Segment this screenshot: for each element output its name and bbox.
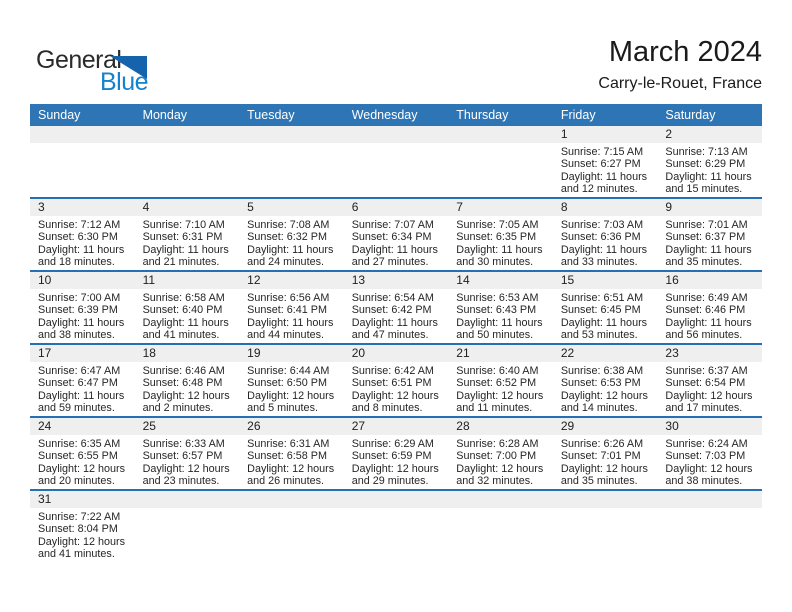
day-number: 18: [135, 345, 240, 362]
day-detail-line: Sunrise: 6:53 AM: [456, 292, 539, 304]
day-number: 7: [448, 199, 553, 216]
day-detail-line: and 2 minutes.: [142, 402, 214, 415]
calendar-day-cell: [135, 345, 240, 416]
day-detail-line: Sunrise: 6:49 AM: [665, 292, 748, 304]
calendar-day-cell: [553, 272, 658, 343]
calendar-day-cell: [135, 418, 240, 489]
calendar-day-cell: [344, 199, 449, 270]
day-detail-line: and 41 minutes.: [142, 329, 220, 342]
day-detail-line: Daylight: 12 hours: [456, 462, 544, 475]
calendar-day-cell: [657, 345, 762, 416]
day-details: [239, 508, 344, 511]
day-detail-line: Daylight: 12 hours: [351, 462, 439, 475]
day-details: [448, 362, 553, 415]
day-details: [448, 216, 553, 269]
day-detail-line: Sunset: 6:42 PM: [351, 304, 432, 317]
day-detail-line: and 12 minutes.: [560, 183, 638, 196]
day-detail-line: Daylight: 12 hours: [247, 389, 335, 402]
day-detail-line: and 33 minutes.: [560, 256, 638, 269]
general-blue-logo: [36, 46, 166, 102]
day-details: [553, 289, 658, 342]
day-detail-line: and 44 minutes.: [247, 329, 324, 342]
day-details: [30, 289, 135, 342]
weekday-header-row: [30, 104, 762, 126]
day-detail-line: Sunset: 6:54 PM: [665, 377, 746, 390]
day-detail-line: Sunset: 6:59 PM: [351, 450, 432, 463]
day-detail-line: and 56 minutes.: [665, 329, 743, 342]
day-details: [135, 289, 240, 342]
day-detail-line: Daylight: 11 hours: [665, 243, 752, 256]
day-detail-line: Sunset: 6:41 PM: [247, 304, 327, 317]
calendar-day-cell: [553, 126, 658, 197]
calendar-day-cell: [239, 199, 344, 270]
calendar-day-cell: [344, 418, 449, 489]
day-number: 8: [553, 199, 658, 216]
day-detail-line: and 11 minutes.: [456, 402, 533, 415]
calendar-day-cell: [30, 126, 135, 197]
day-detail-line: Sunrise: 7:00 AM: [38, 292, 121, 304]
day-detail-line: Daylight: 12 hours: [456, 389, 544, 402]
calendar-day-cell: [344, 345, 449, 416]
day-detail-line: Sunrise: 6:58 AM: [142, 292, 225, 304]
day-detail-line: Daylight: 12 hours: [38, 462, 126, 475]
day-detail-line: and 38 minutes.: [665, 475, 743, 488]
calendar-day-cell: [135, 126, 240, 197]
day-detail-line: and 24 minutes.: [247, 256, 324, 269]
day-detail-line: Sunrise: 6:46 AM: [142, 365, 225, 377]
day-number: 24: [30, 418, 135, 435]
day-detail-line: Daylight: 12 hours: [38, 535, 126, 548]
calendar-day-cell: [30, 491, 135, 562]
calendar-day-cell: [239, 272, 344, 343]
day-number: 15: [553, 272, 658, 289]
calendar-day-cell: [239, 418, 344, 489]
day-detail-line: Sunset: 6:32 PM: [247, 231, 327, 244]
day-detail-line: Sunrise: 6:37 AM: [665, 365, 748, 377]
day-number: 9: [657, 199, 762, 216]
day-number: 10: [30, 272, 135, 289]
calendar-day-cell: [553, 345, 658, 416]
day-details: [239, 216, 344, 269]
day-detail-line: Daylight: 12 hours: [665, 462, 753, 475]
page-title: March 2024: [608, 36, 762, 68]
calendar-day-cell: [657, 272, 762, 343]
day-details: [344, 289, 449, 342]
day-detail-line: and 32 minutes.: [456, 475, 534, 488]
day-detail-line: Sunrise: 6:38 AM: [560, 365, 644, 377]
day-number: 12: [239, 272, 344, 289]
day-number: 5: [239, 199, 344, 216]
day-detail-line: Sunrise: 6:42 AM: [351, 365, 434, 377]
calendar-day-cell: [344, 126, 449, 197]
day-number: [344, 126, 449, 143]
day-detail-line: and 8 minutes.: [351, 402, 423, 415]
day-details: [448, 143, 553, 146]
day-detail-line: Sunrise: 6:44 AM: [247, 365, 330, 377]
weekday-header: Thursday: [456, 108, 509, 122]
day-detail-line: Sunset: 6:45 PM: [560, 304, 641, 317]
calendar-day-cell: [239, 126, 344, 197]
calendar-day-cell: [344, 491, 449, 562]
day-detail-line: Daylight: 12 hours: [351, 389, 439, 402]
calendar-week-row: [30, 491, 762, 562]
day-detail-line: and 41 minutes.: [38, 548, 115, 561]
day-details: [239, 435, 344, 488]
day-detail-line: Sunrise: 6:40 AM: [456, 365, 539, 377]
day-detail-line: Sunset: 6:27 PM: [560, 158, 641, 171]
day-details: [135, 435, 240, 488]
day-detail-line: and 30 minutes.: [456, 256, 534, 269]
calendar-day-cell: [135, 272, 240, 343]
day-detail-line: Daylight: 11 hours: [38, 243, 125, 256]
day-number: [657, 491, 762, 508]
day-details: [657, 143, 762, 196]
day-detail-line: Sunset: 6:39 PM: [38, 304, 118, 317]
calendar-day-cell: [135, 199, 240, 270]
day-details: [448, 435, 553, 488]
day-number: 1: [553, 126, 658, 143]
day-detail-line: Sunset: 6:36 PM: [560, 231, 641, 244]
day-number: [30, 126, 135, 143]
day-number: 19: [239, 345, 344, 362]
day-details: [553, 143, 658, 196]
day-details: [553, 216, 658, 269]
day-number: [448, 491, 553, 508]
day-details: [553, 362, 658, 415]
day-details: [135, 143, 240, 146]
day-details: [30, 143, 135, 146]
day-detail-line: Sunset: 6:31 PM: [142, 231, 223, 244]
day-detail-line: and 27 minutes.: [351, 256, 429, 269]
day-details: [657, 216, 762, 269]
day-number: 29: [553, 418, 658, 435]
title-block: [598, 36, 762, 93]
calendar-day-cell: [553, 491, 658, 562]
day-detail-line: Sunset: 7:01 PM: [560, 450, 641, 463]
day-details: [30, 362, 135, 415]
day-detail-line: and 35 minutes.: [560, 475, 638, 488]
calendar-day-cell: [553, 418, 658, 489]
day-number: [553, 491, 658, 508]
day-detail-line: Sunset: 6:37 PM: [665, 231, 746, 244]
calendar-day-cell: [30, 272, 135, 343]
day-detail-line: Daylight: 11 hours: [351, 316, 438, 329]
weekday-header: Sunday: [38, 108, 81, 122]
day-number: 4: [135, 199, 240, 216]
day-details: [657, 362, 762, 415]
day-detail-line: Sunset: 6:40 PM: [142, 304, 223, 317]
day-details: [135, 508, 240, 511]
day-number: 16: [657, 272, 762, 289]
day-detail-line: Sunset: 7:03 PM: [665, 450, 746, 463]
day-number: 28: [448, 418, 553, 435]
day-detail-line: Sunrise: 6:33 AM: [142, 438, 225, 450]
calendar-week-row: [30, 126, 762, 199]
calendar-day-cell: [553, 199, 658, 270]
day-number: 6: [344, 199, 449, 216]
day-detail-line: Daylight: 11 hours: [142, 316, 229, 329]
day-details: [344, 143, 449, 146]
day-detail-line: and 59 minutes.: [38, 402, 115, 415]
calendar-day-cell: [448, 272, 553, 343]
calendar-day-cell: [657, 126, 762, 197]
day-number: [135, 491, 240, 508]
day-number: [239, 491, 344, 508]
day-detail-line: Sunset: 6:29 PM: [665, 158, 746, 171]
day-details: [448, 508, 553, 511]
calendar-week-row: [30, 272, 762, 345]
day-number: 23: [657, 345, 762, 362]
day-detail-line: Daylight: 12 hours: [247, 462, 335, 475]
day-detail-line: Daylight: 11 hours: [665, 316, 752, 329]
day-detail-line: and 18 minutes.: [38, 256, 115, 269]
day-detail-line: Sunrise: 6:51 AM: [560, 292, 644, 304]
day-detail-line: Daylight: 11 hours: [560, 243, 648, 256]
calendar-weeks: [30, 126, 762, 562]
day-detail-line: Sunrise: 6:24 AM: [665, 438, 748, 450]
day-detail-line: Sunrise: 6:47 AM: [38, 365, 121, 377]
day-detail-line: Sunset: 7:00 PM: [456, 450, 537, 463]
day-detail-line: and 26 minutes.: [247, 475, 324, 488]
calendar-day-cell: [448, 418, 553, 489]
day-number: 22: [553, 345, 658, 362]
day-detail-line: Sunrise: 7:10 AM: [142, 219, 225, 231]
day-number: 21: [448, 345, 553, 362]
calendar-day-cell: [448, 345, 553, 416]
day-details: [239, 362, 344, 415]
logo-word-blue: Blue: [100, 68, 149, 96]
day-details: [135, 362, 240, 415]
day-detail-line: and 23 minutes.: [142, 475, 220, 488]
day-number: [448, 126, 553, 143]
day-details: [553, 508, 658, 511]
day-detail-line: and 38 minutes.: [38, 329, 115, 342]
day-detail-line: Daylight: 11 hours: [560, 316, 648, 329]
day-number: 26: [239, 418, 344, 435]
day-detail-line: Sunrise: 7:08 AM: [247, 219, 330, 231]
day-number: 30: [657, 418, 762, 435]
day-details: [239, 143, 344, 146]
day-detail-line: Sunset: 6:48 PM: [142, 377, 223, 390]
day-detail-line: and 15 minutes.: [665, 183, 743, 196]
day-detail-line: and 47 minutes.: [351, 329, 429, 342]
day-detail-line: Sunset: 6:53 PM: [560, 377, 641, 390]
day-detail-line: Sunset: 6:30 PM: [38, 231, 118, 244]
calendar-week-row: [30, 418, 762, 491]
day-details: [448, 289, 553, 342]
calendar-day-cell: [239, 491, 344, 562]
day-detail-line: Sunset: 6:43 PM: [456, 304, 537, 317]
day-detail-line: Sunset: 6:58 PM: [247, 450, 327, 463]
day-detail-line: Daylight: 11 hours: [247, 243, 334, 256]
day-detail-line: Sunrise: 7:05 AM: [456, 219, 539, 231]
day-detail-line: Sunset: 6:47 PM: [38, 377, 118, 390]
day-detail-line: Sunrise: 6:28 AM: [456, 438, 539, 450]
day-detail-line: Daylight: 12 hours: [560, 389, 648, 402]
logo-word-general: General: [36, 46, 122, 74]
day-details: [344, 435, 449, 488]
day-number: 2: [657, 126, 762, 143]
weekday-header: Tuesday: [247, 108, 295, 122]
day-detail-line: Daylight: 11 hours: [351, 243, 438, 256]
day-number: 17: [30, 345, 135, 362]
day-detail-line: Daylight: 11 hours: [38, 316, 125, 329]
weekday-header: Friday: [560, 108, 596, 122]
day-number: [239, 126, 344, 143]
day-detail-line: Daylight: 11 hours: [560, 170, 648, 183]
day-detail-line: Sunrise: 7:12 AM: [38, 219, 121, 231]
day-detail-line: Sunrise: 6:29 AM: [351, 438, 434, 450]
calendar-day-cell: [448, 126, 553, 197]
day-number: 3: [30, 199, 135, 216]
day-number: 11: [135, 272, 240, 289]
day-number: [344, 491, 449, 508]
day-number: 27: [344, 418, 449, 435]
day-number: 31: [30, 491, 135, 508]
day-detail-line: Daylight: 11 hours: [456, 316, 543, 329]
day-detail-line: Daylight: 11 hours: [665, 170, 752, 183]
day-details: [30, 435, 135, 488]
day-detail-line: Sunset: 8:04 PM: [38, 523, 118, 536]
day-detail-line: and 17 minutes.: [665, 402, 743, 415]
calendar-day-cell: [239, 345, 344, 416]
day-detail-line: Daylight: 11 hours: [247, 316, 334, 329]
day-details: [657, 289, 762, 342]
calendar-day-cell: [30, 199, 135, 270]
day-detail-line: and 50 minutes.: [456, 329, 534, 342]
weekday-header: Saturday: [665, 108, 716, 122]
day-detail-line: Sunset: 6:50 PM: [247, 377, 327, 390]
day-detail-line: Sunset: 6:35 PM: [456, 231, 537, 244]
day-detail-line: Sunset: 6:55 PM: [38, 450, 118, 463]
day-detail-line: Daylight: 11 hours: [38, 389, 125, 402]
day-detail-line: Sunrise: 7:01 AM: [665, 219, 748, 231]
day-detail-line: Sunrise: 6:35 AM: [38, 438, 121, 450]
day-detail-line: Daylight: 12 hours: [665, 389, 753, 402]
day-detail-line: and 14 minutes.: [560, 402, 638, 415]
day-detail-line: Sunset: 6:46 PM: [665, 304, 746, 317]
day-detail-line: and 35 minutes.: [665, 256, 743, 269]
day-details: [30, 216, 135, 269]
day-detail-line: Sunrise: 7:07 AM: [351, 219, 434, 231]
day-detail-line: Sunrise: 7:15 AM: [560, 146, 644, 158]
day-detail-line: and 20 minutes.: [38, 475, 115, 488]
day-number: 14: [448, 272, 553, 289]
day-detail-line: Sunrise: 6:56 AM: [247, 292, 330, 304]
calendar-day-cell: [657, 199, 762, 270]
day-details: [30, 508, 135, 561]
day-details: [553, 435, 658, 488]
day-detail-line: Sunrise: 6:26 AM: [560, 438, 644, 450]
location-subtitle: Carry-le-Rouet, France: [598, 75, 762, 92]
weekday-header: Wednesday: [351, 108, 418, 122]
calendar-day-cell: [30, 418, 135, 489]
calendar-day-cell: [30, 345, 135, 416]
day-details: [135, 216, 240, 269]
day-detail-line: Sunrise: 7:13 AM: [665, 146, 748, 158]
day-detail-line: and 53 minutes.: [560, 329, 638, 342]
day-detail-line: Sunrise: 7:22 AM: [38, 511, 121, 523]
day-detail-line: Daylight: 11 hours: [456, 243, 543, 256]
calendar-day-cell: [448, 199, 553, 270]
day-detail-line: Sunrise: 6:31 AM: [247, 438, 330, 450]
day-detail-line: Sunset: 6:34 PM: [351, 231, 432, 244]
day-details: [657, 508, 762, 511]
weekday-header: Monday: [142, 108, 188, 122]
day-detail-line: Sunset: 6:52 PM: [456, 377, 537, 390]
day-details: [239, 289, 344, 342]
day-detail-line: Sunset: 6:57 PM: [142, 450, 223, 463]
day-number: [135, 126, 240, 143]
calendar-day-cell: [657, 418, 762, 489]
day-number: 20: [344, 345, 449, 362]
day-detail-line: Daylight: 12 hours: [560, 462, 648, 475]
day-number: 25: [135, 418, 240, 435]
calendar-day-cell: [657, 491, 762, 562]
calendar-week-row: [30, 199, 762, 272]
calendar-table: [30, 104, 762, 562]
day-detail-line: Sunrise: 7:03 AM: [560, 219, 644, 231]
day-detail-line: and 29 minutes.: [351, 475, 429, 488]
calendar-day-cell: [448, 491, 553, 562]
day-detail-line: Sunrise: 6:54 AM: [351, 292, 434, 304]
day-detail-line: Daylight: 12 hours: [142, 462, 230, 475]
day-detail-line: and 21 minutes.: [142, 256, 220, 269]
calendar-week-row: [30, 345, 762, 418]
day-detail-line: Daylight: 11 hours: [142, 243, 229, 256]
day-details: [344, 362, 449, 415]
day-detail-line: Sunset: 6:51 PM: [351, 377, 432, 390]
day-details: [344, 508, 449, 511]
calendar-day-cell: [135, 491, 240, 562]
day-detail-line: and 5 minutes.: [247, 402, 318, 415]
day-number: 13: [344, 272, 449, 289]
calendar-day-cell: [344, 272, 449, 343]
day-detail-line: Daylight: 12 hours: [142, 389, 230, 402]
day-details: [344, 216, 449, 269]
day-details: [657, 435, 762, 488]
